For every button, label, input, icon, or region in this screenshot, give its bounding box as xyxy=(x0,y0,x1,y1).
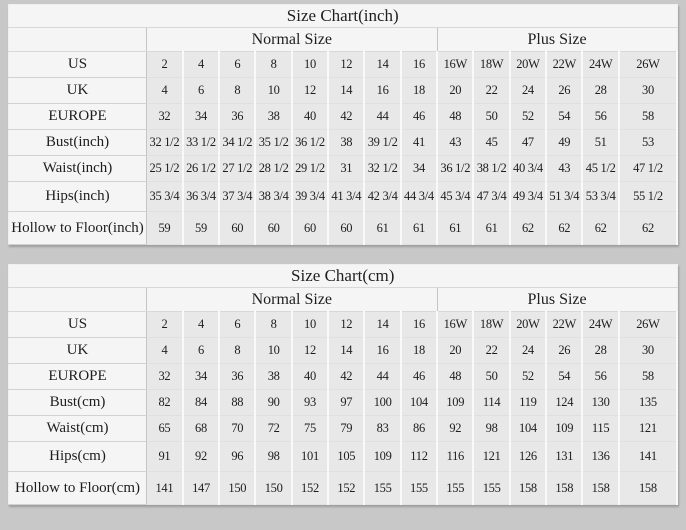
group-header-plus-size: Plus Size xyxy=(437,28,677,52)
size-value-cell: 141 xyxy=(619,442,677,472)
size-value-cell: 25 1/2 xyxy=(147,156,183,182)
size-value-cell: 72 xyxy=(255,416,291,442)
size-value-cell: 36 xyxy=(219,364,255,390)
size-value-cell: 38 xyxy=(328,130,364,156)
size-value-cell: 48 xyxy=(437,364,473,390)
size-value-cell: 45 3/4 xyxy=(437,182,473,212)
table-title: Size Chart(inch) xyxy=(9,5,678,28)
size-value-cell: 97 xyxy=(328,390,364,416)
size-value-cell: 38 3/4 xyxy=(255,182,291,212)
size-value-cell: 12 xyxy=(292,78,328,104)
size-value-cell: 135 xyxy=(619,390,677,416)
size-value-cell: 62 xyxy=(546,212,582,245)
size-value-cell: 62 xyxy=(582,212,619,245)
size-value-cell: 41 xyxy=(401,130,437,156)
size-value-cell: 45 1/2 xyxy=(582,156,619,182)
row-label: UK xyxy=(9,338,147,364)
size-value-cell: 4 xyxy=(183,312,219,338)
size-value-cell: 37 3/4 xyxy=(219,182,255,212)
size-value-cell: 16W xyxy=(437,52,473,78)
size-value-cell: 8 xyxy=(219,338,255,364)
size-value-cell: 52 xyxy=(510,364,546,390)
size-value-cell: 26W xyxy=(619,52,677,78)
table-row xyxy=(9,364,678,390)
size-value-cell: 6 xyxy=(183,78,219,104)
size-value-cell: 31 xyxy=(328,156,364,182)
size-value-cell: 40 3/4 xyxy=(510,156,546,182)
size-value-cell: 121 xyxy=(473,442,509,472)
size-value-cell: 150 xyxy=(255,472,291,505)
size-value-cell: 147 xyxy=(183,472,219,505)
size-value-cell: 56 xyxy=(582,364,618,390)
size-value-cell: 36 xyxy=(219,104,255,130)
size-value-cell: 104 xyxy=(401,390,437,416)
size-value-cell: 49 xyxy=(546,130,582,156)
size-value-cell: 16 xyxy=(401,312,437,338)
size-value-cell: 24W xyxy=(582,312,618,338)
size-value-cell: 18 xyxy=(401,338,437,364)
size-value-cell: 60 xyxy=(328,212,364,245)
size-value-cell: 33 1/2 xyxy=(183,130,219,156)
size-value-cell: 60 xyxy=(292,212,328,245)
size-value-cell: 54 xyxy=(546,104,582,130)
size-value-cell: 51 xyxy=(582,130,619,156)
size-value-cell: 14 xyxy=(364,52,400,78)
size-value-cell: 49 3/4 xyxy=(510,182,546,212)
size-value-cell: 42 xyxy=(328,104,364,130)
size-value-cell: 136 xyxy=(582,442,618,472)
size-value-cell: 150 xyxy=(219,472,255,505)
size-value-cell: 36 1/2 xyxy=(437,156,473,182)
size-value-cell: 61 xyxy=(401,212,437,245)
table-row xyxy=(9,442,678,472)
row-label: Hollow to Floor(cm) xyxy=(9,472,147,505)
table-row xyxy=(9,156,678,182)
size-value-cell: 32 1/2 xyxy=(147,130,183,156)
size-value-cell: 6 xyxy=(219,52,255,78)
size-value-cell: 20W xyxy=(510,312,546,338)
size-value-cell: 34 1/2 xyxy=(219,130,255,156)
size-value-cell: 59 xyxy=(183,212,219,245)
size-value-cell: 98 xyxy=(473,416,509,442)
size-value-cell: 8 xyxy=(255,312,291,338)
size-value-cell: 32 xyxy=(147,364,183,390)
size-value-cell: 6 xyxy=(219,312,255,338)
size-value-cell: 60 xyxy=(255,212,291,245)
table-row xyxy=(9,472,678,505)
row-label: Bust(cm) xyxy=(9,390,147,416)
size-value-cell: 24 xyxy=(510,338,546,364)
size-value-cell: 44 3/4 xyxy=(401,182,437,212)
size-value-cell: 28 xyxy=(582,78,619,104)
corner-cell xyxy=(9,288,147,312)
size-value-cell: 50 xyxy=(473,364,509,390)
size-value-cell: 43 xyxy=(546,156,582,182)
size-value-cell: 20 xyxy=(437,78,473,104)
size-value-cell: 155 xyxy=(364,472,400,505)
size-value-cell: 52 xyxy=(510,104,546,130)
size-value-cell: 40 xyxy=(292,104,328,130)
size-value-cell: 36 3/4 xyxy=(183,182,219,212)
group-header-row xyxy=(9,28,678,52)
size-value-cell: 16W xyxy=(437,312,473,338)
size-value-cell: 61 xyxy=(364,212,400,245)
size-value-cell: 39 3/4 xyxy=(292,182,328,212)
size-value-cell: 47 3/4 xyxy=(473,182,509,212)
size-chart-inch-table xyxy=(8,4,678,245)
table-row xyxy=(9,130,678,156)
size-value-cell: 42 xyxy=(328,364,364,390)
size-value-cell: 36 1/2 xyxy=(292,130,328,156)
table-row xyxy=(9,182,678,212)
size-value-cell: 22W xyxy=(546,312,582,338)
table-row xyxy=(9,78,678,104)
table-row xyxy=(9,52,678,78)
size-value-cell: 82 xyxy=(147,390,183,416)
size-value-cell: 54 xyxy=(546,364,582,390)
size-value-cell: 34 xyxy=(183,104,219,130)
size-value-cell: 6 xyxy=(183,338,219,364)
size-value-cell: 45 xyxy=(473,130,509,156)
size-value-cell: 155 xyxy=(437,472,473,505)
size-value-cell: 14 xyxy=(328,338,364,364)
size-value-cell: 8 xyxy=(255,52,291,78)
size-chart-cm-table xyxy=(8,264,678,505)
size-value-cell: 93 xyxy=(292,390,328,416)
size-value-cell: 26W xyxy=(619,312,677,338)
group-header-plus-size: Plus Size xyxy=(437,288,677,312)
group-header-normal-size: Normal Size xyxy=(147,288,438,312)
size-value-cell: 22 xyxy=(473,338,509,364)
size-value-cell: 121 xyxy=(619,416,677,442)
size-value-cell: 65 xyxy=(147,416,183,442)
size-value-cell: 70 xyxy=(219,416,255,442)
size-value-cell: 114 xyxy=(473,390,509,416)
size-value-cell: 35 3/4 xyxy=(147,182,183,212)
size-value-cell: 115 xyxy=(582,416,618,442)
size-value-cell: 58 xyxy=(619,104,677,130)
size-value-cell: 58 xyxy=(619,364,677,390)
size-value-cell: 100 xyxy=(364,390,400,416)
size-value-cell: 50 xyxy=(473,104,509,130)
size-value-cell: 24W xyxy=(582,52,619,78)
table-row xyxy=(9,312,678,338)
size-value-cell: 75 xyxy=(292,416,328,442)
size-value-cell: 12 xyxy=(292,338,328,364)
size-value-cell: 2 xyxy=(147,52,183,78)
size-chart-cm-body xyxy=(9,312,678,505)
size-value-cell: 39 1/2 xyxy=(364,130,400,156)
table-row xyxy=(9,104,678,130)
size-chart-inch-body xyxy=(9,52,678,245)
size-value-cell: 130 xyxy=(582,390,618,416)
size-value-cell: 22W xyxy=(546,52,582,78)
size-value-cell: 124 xyxy=(546,390,582,416)
size-value-cell: 34 xyxy=(401,156,437,182)
size-value-cell: 96 xyxy=(219,442,255,472)
table-title: Size Chart(cm) xyxy=(9,265,678,288)
size-value-cell: 109 xyxy=(437,390,473,416)
table-row xyxy=(9,212,678,245)
size-value-cell: 24 xyxy=(510,78,546,104)
size-value-cell: 35 1/2 xyxy=(255,130,291,156)
size-value-cell: 38 xyxy=(255,104,291,130)
size-value-cell: 53 xyxy=(619,130,677,156)
size-value-cell: 109 xyxy=(546,416,582,442)
size-value-cell: 26 xyxy=(546,338,582,364)
size-value-cell: 92 xyxy=(437,416,473,442)
size-value-cell: 29 1/2 xyxy=(292,156,328,182)
row-label: Bust(inch) xyxy=(9,130,147,156)
size-value-cell: 26 1/2 xyxy=(183,156,219,182)
size-value-cell: 42 3/4 xyxy=(364,182,400,212)
size-value-cell: 8 xyxy=(219,78,255,104)
size-value-cell: 56 xyxy=(582,104,619,130)
size-value-cell: 155 xyxy=(401,472,437,505)
group-header-row xyxy=(9,288,678,312)
size-value-cell: 38 1/2 xyxy=(473,156,509,182)
size-value-cell: 141 xyxy=(147,472,183,505)
row-label: EUROPE xyxy=(9,104,147,130)
size-value-cell: 51 3/4 xyxy=(546,182,582,212)
size-value-cell: 91 xyxy=(147,442,183,472)
size-value-cell: 83 xyxy=(364,416,400,442)
size-value-cell: 26 xyxy=(546,78,582,104)
row-label: Hollow to Floor(inch) xyxy=(9,212,147,245)
size-value-cell: 60 xyxy=(219,212,255,245)
size-value-cell: 44 xyxy=(364,364,400,390)
size-value-cell: 20 xyxy=(437,338,473,364)
size-value-cell: 10 xyxy=(292,52,328,78)
row-label: Waist(inch) xyxy=(9,156,147,182)
size-value-cell: 98 xyxy=(255,442,291,472)
size-value-cell: 30 xyxy=(619,78,677,104)
size-value-cell: 4 xyxy=(183,52,219,78)
size-value-cell: 53 3/4 xyxy=(582,182,619,212)
size-value-cell: 105 xyxy=(328,442,364,472)
size-value-cell: 16 xyxy=(364,338,400,364)
size-value-cell: 28 xyxy=(582,338,618,364)
size-value-cell: 30 xyxy=(619,338,677,364)
size-value-cell: 38 xyxy=(255,364,291,390)
size-value-cell: 16 xyxy=(364,78,400,104)
size-value-cell: 48 xyxy=(437,104,473,130)
size-value-cell: 152 xyxy=(328,472,364,505)
table-row xyxy=(9,338,678,364)
size-value-cell: 34 xyxy=(183,364,219,390)
size-value-cell: 158 xyxy=(546,472,582,505)
size-value-cell: 86 xyxy=(401,416,437,442)
size-value-cell: 68 xyxy=(183,416,219,442)
size-value-cell: 12 xyxy=(328,312,364,338)
size-value-cell: 18 xyxy=(401,78,437,104)
size-value-cell: 10 xyxy=(255,338,291,364)
row-label: Hips(cm) xyxy=(9,442,147,472)
size-value-cell: 32 1/2 xyxy=(364,156,400,182)
size-value-cell: 4 xyxy=(147,338,183,364)
size-value-cell: 62 xyxy=(510,212,546,245)
size-value-cell: 10 xyxy=(292,312,328,338)
size-value-cell: 16 xyxy=(401,52,437,78)
size-value-cell: 84 xyxy=(183,390,219,416)
size-value-cell: 79 xyxy=(328,416,364,442)
size-value-cell: 10 xyxy=(255,78,291,104)
size-value-cell: 27 1/2 xyxy=(219,156,255,182)
size-value-cell: 22 xyxy=(473,78,509,104)
size-value-cell: 116 xyxy=(437,442,473,472)
table-row xyxy=(9,416,678,442)
size-value-cell: 47 xyxy=(510,130,546,156)
row-label: UK xyxy=(9,78,147,104)
size-value-cell: 12 xyxy=(328,52,364,78)
size-value-cell: 152 xyxy=(292,472,328,505)
size-value-cell: 104 xyxy=(510,416,546,442)
size-value-cell: 92 xyxy=(183,442,219,472)
row-label: US xyxy=(9,52,147,78)
size-value-cell: 28 1/2 xyxy=(255,156,291,182)
table-title-row xyxy=(9,5,678,28)
size-value-cell: 14 xyxy=(364,312,400,338)
size-value-cell: 61 xyxy=(437,212,473,245)
size-value-cell: 59 xyxy=(147,212,183,245)
size-value-cell: 62 xyxy=(619,212,677,245)
size-value-cell: 32 xyxy=(147,104,183,130)
table-row xyxy=(9,390,678,416)
corner-cell xyxy=(9,28,147,52)
size-value-cell: 41 3/4 xyxy=(328,182,364,212)
size-value-cell: 158 xyxy=(510,472,546,505)
size-value-cell: 20W xyxy=(510,52,546,78)
size-value-cell: 18W xyxy=(473,52,509,78)
size-value-cell: 155 xyxy=(473,472,509,505)
size-value-cell: 2 xyxy=(147,312,183,338)
row-label: US xyxy=(9,312,147,338)
size-value-cell: 101 xyxy=(292,442,328,472)
table-title-row xyxy=(9,265,678,288)
size-value-cell: 46 xyxy=(401,104,437,130)
size-value-cell: 18W xyxy=(473,312,509,338)
size-value-cell: 109 xyxy=(364,442,400,472)
size-value-cell: 14 xyxy=(328,78,364,104)
size-value-cell: 119 xyxy=(510,390,546,416)
group-header-normal-size: Normal Size xyxy=(147,28,438,52)
size-value-cell: 40 xyxy=(292,364,328,390)
size-value-cell: 112 xyxy=(401,442,437,472)
size-value-cell: 4 xyxy=(147,78,183,104)
size-value-cell: 47 1/2 xyxy=(619,156,677,182)
size-value-cell: 126 xyxy=(510,442,546,472)
size-value-cell: 131 xyxy=(546,442,582,472)
row-label: EUROPE xyxy=(9,364,147,390)
row-label: Waist(cm) xyxy=(9,416,147,442)
size-value-cell: 46 xyxy=(401,364,437,390)
size-value-cell: 61 xyxy=(473,212,509,245)
size-value-cell: 55 1/2 xyxy=(619,182,677,212)
size-value-cell: 88 xyxy=(219,390,255,416)
size-value-cell: 43 xyxy=(437,130,473,156)
row-label: Hips(inch) xyxy=(9,182,147,212)
size-value-cell: 158 xyxy=(582,472,618,505)
size-value-cell: 158 xyxy=(619,472,677,505)
size-value-cell: 44 xyxy=(364,104,400,130)
size-value-cell: 90 xyxy=(255,390,291,416)
